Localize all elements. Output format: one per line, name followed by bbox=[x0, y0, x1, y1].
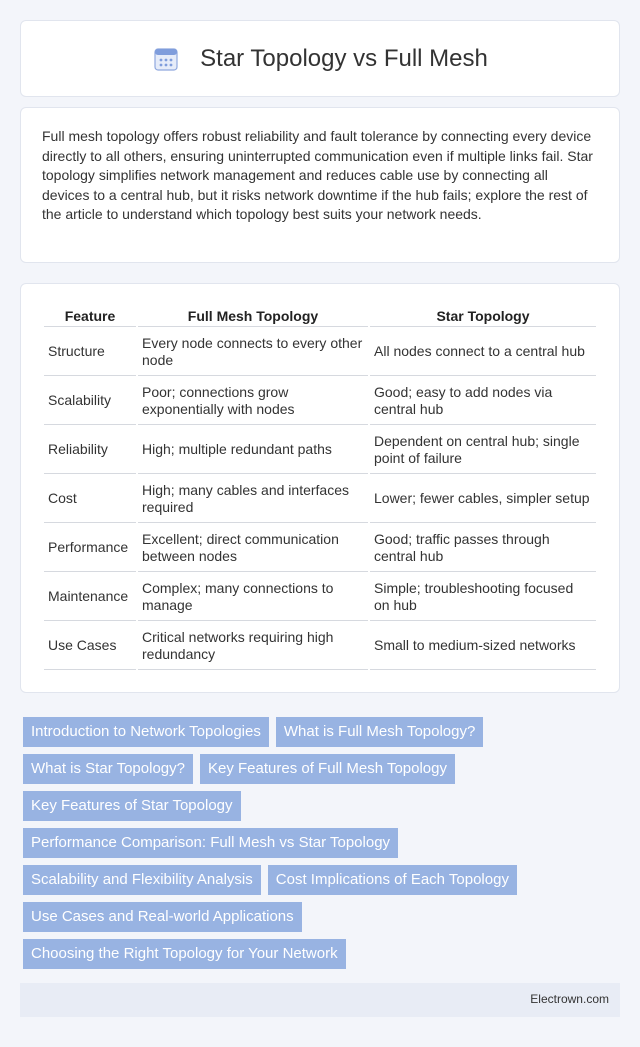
link-key-features-full-mesh[interactable]: Key Features of Full Mesh Topology bbox=[200, 754, 455, 784]
feature-cell: Scalability bbox=[44, 378, 136, 425]
table-row bbox=[44, 623, 596, 670]
full-mesh-cell: High; multiple redundant paths bbox=[138, 427, 368, 474]
link-introduction[interactable]: Introduction to Network Topologies bbox=[23, 717, 269, 747]
star-cell: Small to medium-sized networks bbox=[370, 623, 596, 670]
link-row bbox=[23, 717, 620, 747]
link-key-features-star[interactable]: Key Features of Star Topology bbox=[23, 791, 241, 821]
star-cell: Good; traffic passes through central hub bbox=[370, 525, 596, 572]
feature-cell: Maintenance bbox=[44, 574, 136, 621]
feature-cell: Performance bbox=[44, 525, 136, 572]
link-use-cases[interactable]: Use Cases and Real-world Applications bbox=[23, 902, 302, 932]
link-row bbox=[23, 828, 620, 858]
intro-card bbox=[20, 107, 620, 263]
table-row bbox=[44, 378, 596, 425]
table-row bbox=[44, 329, 596, 376]
full-mesh-cell: Critical networks requiring high redundancy bbox=[138, 623, 368, 670]
comparison-table bbox=[42, 304, 598, 672]
table-header-row bbox=[44, 306, 596, 327]
feature-cell: Structure bbox=[44, 329, 136, 376]
link-row bbox=[23, 902, 620, 932]
full-mesh-cell: Excellent; direct communication between nodes bbox=[138, 525, 368, 572]
related-links bbox=[20, 717, 620, 976]
table-row bbox=[44, 574, 596, 621]
header-feature: Feature bbox=[44, 306, 136, 327]
full-mesh-cell: Complex; many connections to manage bbox=[138, 574, 368, 621]
table-row bbox=[44, 476, 596, 523]
star-cell: Simple; troubleshooting focused on hub bbox=[370, 574, 596, 621]
link-choosing-topology[interactable]: Choosing the Right Topology for Your Network bbox=[23, 939, 346, 969]
title-wrap bbox=[152, 45, 488, 73]
link-row bbox=[23, 791, 620, 821]
link-scalability[interactable]: Scalability and Flexibility Analysis bbox=[23, 865, 261, 895]
header-star: Star Topology bbox=[370, 306, 596, 327]
calendar-icon bbox=[152, 45, 180, 73]
feature-cell: Reliability bbox=[44, 427, 136, 474]
star-cell: Lower; fewer cables, simpler setup bbox=[370, 476, 596, 523]
feature-cell: Cost bbox=[44, 476, 136, 523]
link-what-is-full-mesh[interactable]: What is Full Mesh Topology? bbox=[276, 717, 483, 747]
link-performance-comparison[interactable]: Performance Comparison: Full Mesh vs Star Topology bbox=[23, 828, 398, 858]
link-row bbox=[23, 939, 620, 969]
link-cost-implications[interactable]: Cost Implications of Each Topology bbox=[268, 865, 517, 895]
star-cell: Dependent on central hub; single point of failure bbox=[370, 427, 596, 474]
intro-paragraph: Full mesh topology offers robust reliability and fault tolerance by connecting every device directly to all others, ensuring uninterrupted communication even if multiple links fail. Star topology simplifies network management and reduces cable use by connecting all devices to a central hub, but it risks network downtime if the hub fails; explore the rest of the article to understand which topology best suits your network needs. bbox=[42, 128, 593, 223]
comparison-table-card bbox=[20, 283, 620, 693]
footer-site-name: Electrown.com bbox=[530, 992, 609, 1006]
link-what-is-star[interactable]: What is Star Topology? bbox=[23, 754, 193, 784]
table-row bbox=[44, 525, 596, 572]
header-card bbox=[20, 20, 620, 97]
header-full-mesh: Full Mesh Topology bbox=[138, 306, 368, 327]
feature-cell: Use Cases bbox=[44, 623, 136, 670]
full-mesh-cell: High; many cables and interfaces required bbox=[138, 476, 368, 523]
star-cell: Good; easy to add nodes via central hub bbox=[370, 378, 596, 425]
link-row bbox=[23, 865, 620, 895]
table-row bbox=[44, 427, 596, 474]
page-title: Star Topology vs Full Mesh bbox=[200, 44, 488, 72]
full-mesh-cell: Poor; connections grow exponentially with nodes bbox=[138, 378, 368, 425]
star-cell: All nodes connect to a central hub bbox=[370, 329, 596, 376]
footer bbox=[20, 983, 620, 1017]
full-mesh-cell: Every node connects to every other node bbox=[138, 329, 368, 376]
link-row bbox=[23, 754, 620, 784]
